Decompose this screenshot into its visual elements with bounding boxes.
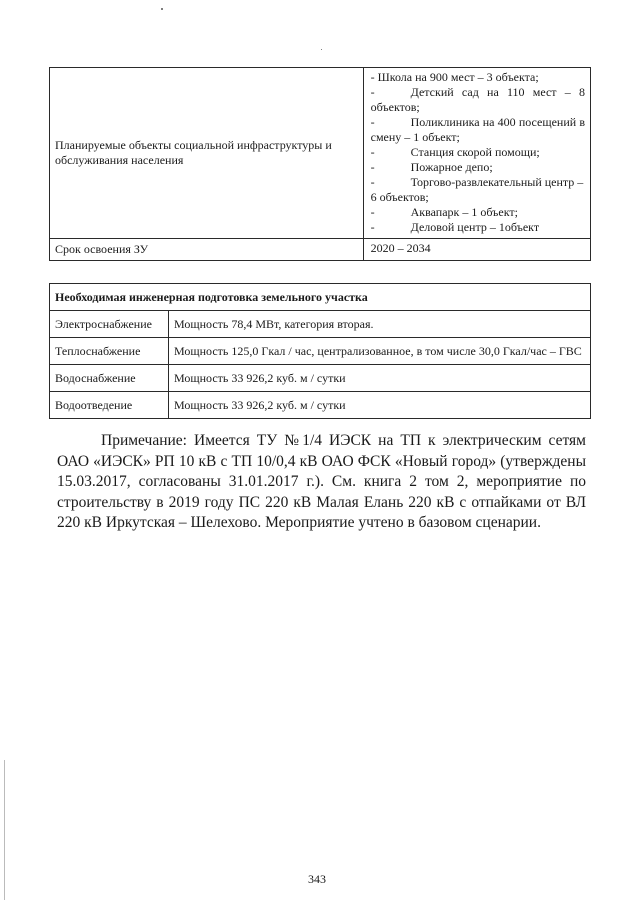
table-row [50, 239, 591, 261]
engineering-preparation-table [49, 283, 591, 419]
table-header-row [50, 284, 591, 311]
list-item [371, 70, 585, 85]
planned-objects-label: Планируемые объекты социальной инфраструктуры и обслуживания населения [50, 68, 364, 239]
page-number: 343 [308, 872, 326, 886]
list-dash: - [370, 115, 375, 129]
water-supply-label: Водоснабжение [50, 365, 169, 392]
list-text: Пожарное депо; [410, 160, 493, 174]
list-dash: - [370, 145, 375, 159]
list-dash: - [370, 220, 375, 234]
list-dash: - [370, 160, 375, 174]
scan-edge-line [4, 760, 5, 900]
note-text: Примечание: Имеется ТУ №1/4 ИЭСК на ТП к электрическим сетям ОАО «ИЭСК» РП 10 кВ с ТП 10/0,4 кВ ОАО ФСК «Новый город» (утверждены 15.03.2017, согласованы 31.01.2017 г.). См. книга 2 том 2, мероприятие по строительству в 2019 году ПС 220 кВ Малая Елань 220 кВ с отпайками от ВЛ 220 кВ Иркутская – Шелехово. Мероприятие учтено в базовом сценарии. [57, 432, 586, 531]
list-dash: - [370, 85, 375, 99]
list-dash: - [370, 175, 375, 189]
list-item [371, 220, 585, 235]
table-row [50, 338, 591, 365]
list-text: Аквапарк – 1 объект; [410, 205, 518, 219]
note-paragraph [57, 431, 586, 534]
list-dash: - [370, 70, 375, 84]
list-text: Торгово-развлекательный центр – 6 объектов; [370, 175, 584, 204]
table-header: Необходимая инженерная подготовка земельного участка [50, 284, 591, 311]
list-dash: - [370, 205, 375, 219]
list-text: Школа на 900 мест – 3 объекта; [377, 70, 539, 84]
list-text: Поликлиника на 400 посещений в смену – 1 объект; [370, 115, 585, 144]
scan-speck [321, 49, 322, 50]
list-item [371, 205, 585, 220]
scan-speck [161, 8, 163, 10]
water-supply-value: Мощность 33 926,2 куб. м / сутки [169, 365, 591, 392]
power-supply-label: Электроснабжение [50, 311, 169, 338]
list-text: Деловой центр – 1объект [410, 220, 540, 234]
development-period-label: Срок освоения ЗУ [50, 239, 364, 261]
heat-supply-value: Мощность 125,0 Гкал / час, централизованное, в том числе 30,0 Гкал/час – ГВС [169, 338, 591, 365]
sewerage-label: Водоотведение [50, 392, 169, 419]
list-item [371, 85, 585, 115]
list-item [371, 115, 585, 145]
table-row [50, 311, 591, 338]
list-item [371, 160, 585, 175]
planned-objects-list [363, 68, 590, 239]
list-item [371, 175, 585, 205]
sewerage-value: Мощность 33 926,2 куб. м / сутки [169, 392, 591, 419]
table-row [50, 392, 591, 419]
development-period-value: 2020 – 2034 [363, 239, 590, 261]
list-item [371, 145, 585, 160]
social-infrastructure-table [49, 67, 591, 261]
power-supply-value: Мощность 78,4 МВт, категория вторая. [169, 311, 591, 338]
list-text: Детский сад на 110 мест – 8 объектов; [370, 85, 585, 114]
table-row [50, 68, 591, 239]
table-row [50, 365, 591, 392]
list-text: Станция скорой помощи; [410, 145, 540, 159]
heat-supply-label: Теплоснабжение [50, 338, 169, 365]
